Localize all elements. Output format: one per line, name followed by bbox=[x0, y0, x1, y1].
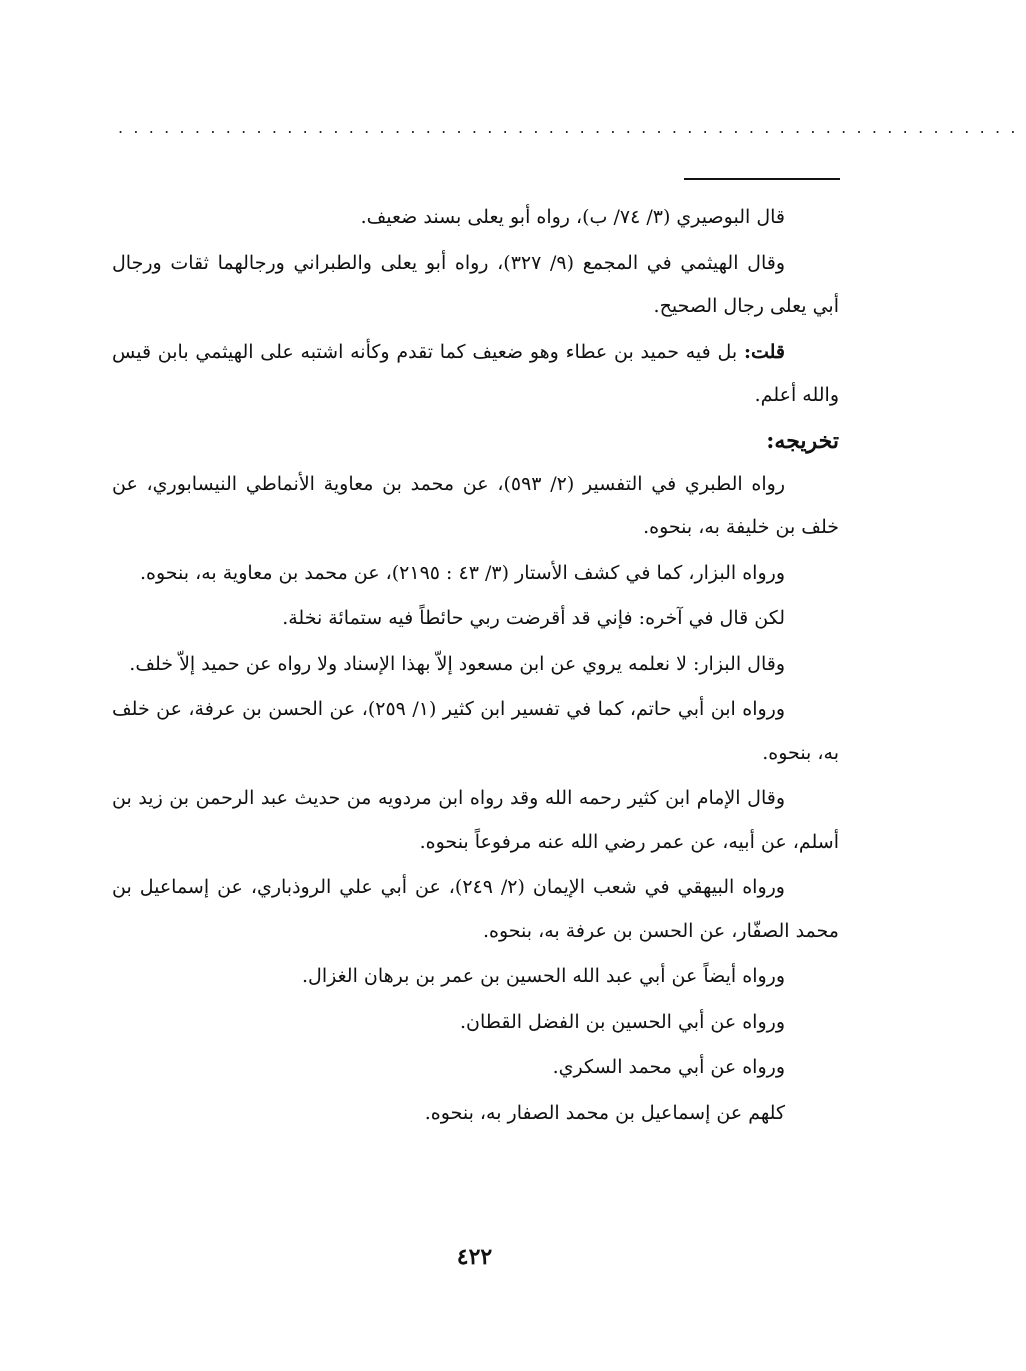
paragraph-haythami: وقال الهيثمي في المجمع (٩/ ٣٢٧)، رواه أبو يعلى والطبراني ورجالهما ثقات ورجال أبي يعلى رجال الصحيح. bbox=[112, 251, 839, 317]
takhrij-paragraph: وقال الإمام ابن كثير رحمه الله وقد رواه ابن مردويه من حديث عبد الرحمن بن زيد بن أسلم، عن أبيه، عن عمر رضي الله عنه مرفوعاً بنحوه. bbox=[112, 787, 839, 853]
paragraph-qult bbox=[112, 331, 839, 418]
footnote-rule bbox=[684, 178, 840, 180]
takhrij-paragraph: ورواه ابن أبي حاتم، كما في تفسير ابن كثير (١/ ٢٥٩)، عن الحسن بن عرفة، عن خلف به، بنحوه. bbox=[112, 698, 839, 764]
qult-text: بل فيه حميد بن عطاء وهو ضعيف كما تقدم وكأنه اشتبه على الهيثمي بابن قيس والله أعلم. bbox=[112, 340, 839, 406]
paragraph-busiri: قال البوصيري (٣/ ٧٤/ ب)، رواه أبو يعلى بسند ضعيف. bbox=[360, 206, 785, 228]
takhrij-paragraph: ورواه عن أبي الحسين بن الفضل القطان. bbox=[459, 1010, 785, 1033]
takhrij-paragraph: وقال البزار: لا نعلمه يروي عن ابن مسعود إلاّ بهذا الإسناد ولا رواه عن حميد إلاّ خلف. bbox=[129, 652, 785, 675]
page-body bbox=[112, 196, 839, 1137]
takhrij-paragraph: لكن قال في آخره: فإني قد أقرضت ربي حائطاً فيه ستمائة نخلة. bbox=[282, 607, 785, 629]
takhrij-paragraph: ورواه عن أبي محمد السكري. bbox=[552, 1056, 785, 1078]
takhrij-paragraph: رواه الطبري في التفسير (٢/ ٥٩٣)، عن محمد بن معاوية الأنماطي النيسابوري، عن خلف بن خليفة به، بنحوه. bbox=[112, 472, 839, 538]
dotted-separator: ........................................................... bbox=[118, 118, 1026, 137]
takhrij-paragraph: ورواه البيهقي في شعب الإيمان (٢/ ٢٤٩)، عن أبي علي الروذباري، عن إسماعيل بن محمد الصفّار، عن الحسن بن عرفة به، بنحوه. bbox=[112, 876, 839, 942]
page-number: ٤٢٢ bbox=[456, 1244, 493, 1270]
takhrij-paragraph: كلهم عن إسماعيل بن محمد الصفار به، بنحوه. bbox=[424, 1101, 785, 1124]
qult-label: قلت: bbox=[743, 340, 785, 363]
takhrij-paragraph: ورواه البزار، كما في كشف الأستار (٣/ ٤٣ : ٢١٩٥)، عن محمد بن معاوية به، بنحوه. bbox=[139, 561, 785, 584]
takhrij-paragraph: ورواه أيضاً عن أبي عبد الله الحسين بن عمر بن برهان الغزال. bbox=[302, 965, 785, 987]
section-heading-takhrij: تخريجه: bbox=[766, 427, 839, 454]
